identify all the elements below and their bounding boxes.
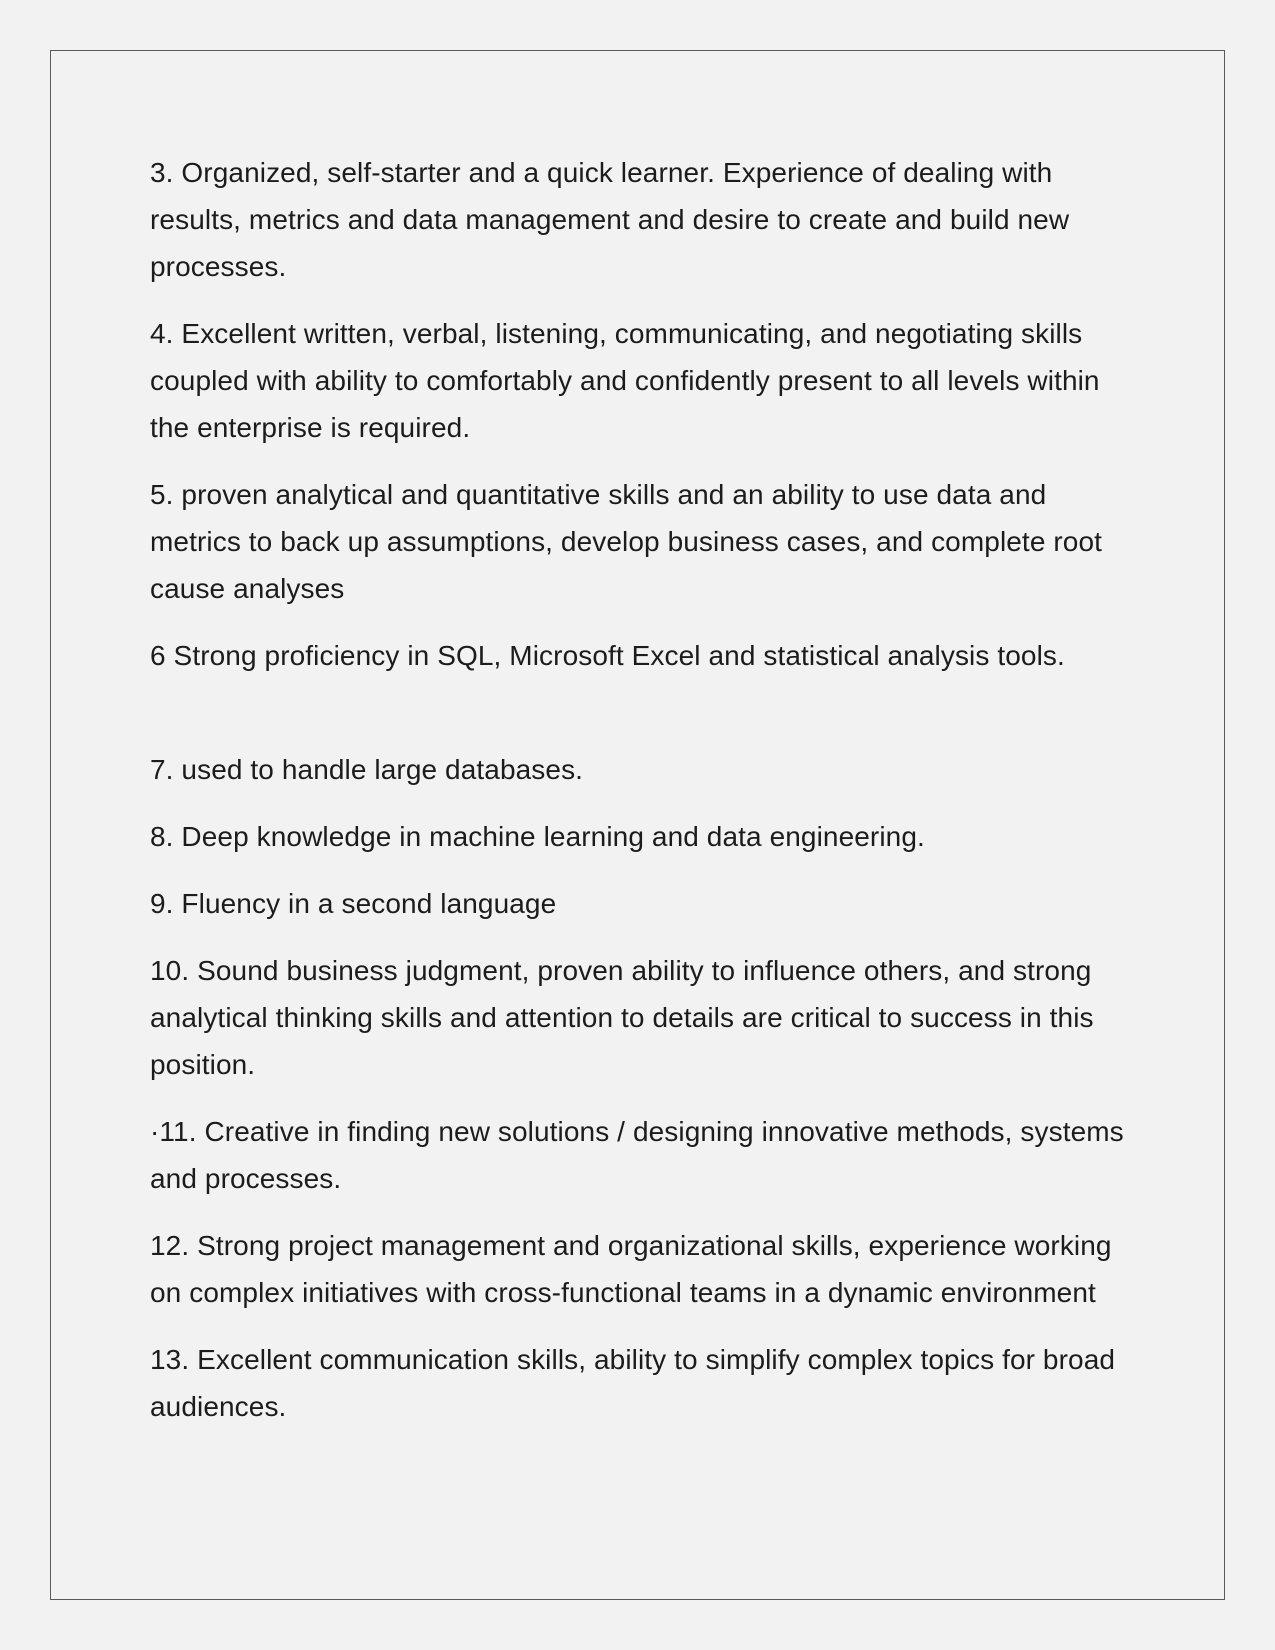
list-item: 4. Excellent written, verbal, listening, communicating, and negotiating skills coupled with ability to comfortably and confidently present to all levels within the enterprise is required.: [150, 318, 1100, 443]
list-item: 3. Organized, self-starter and a quick learner. Experience of dealing with results, metrics and data management and desire to create and build new processes.: [150, 157, 1070, 282]
list-item: 6 Strong proficiency in SQL, Microsoft Excel and statistical analysis tools.: [150, 640, 1065, 671]
list-item: 5. proven analytical and quantitative skills and an ability to use data and metrics to back up assumptions, develop business cases, and complete root cause analyses: [150, 479, 1103, 604]
list-item: 8. Deep knowledge in machine learning and data engineering.: [150, 821, 925, 852]
list-item: ·11. Creative in finding new solutions / designing innovative methods, systems and processes.: [150, 1116, 1124, 1194]
list-item: 9. Fluency in a second language: [150, 888, 557, 919]
requirements-list: [150, 149, 1140, 1450]
list-item: 13. Excellent communication skills, ability to simplify complex topics for broad audiences.: [150, 1344, 1116, 1422]
list-item: 7. used to handle large databases.: [150, 754, 584, 785]
list-item: 10. Sound business judgment, proven ability to influence others, and strong analytical thinking skills and attention to details are critical to success in this position.: [150, 955, 1094, 1080]
list-item: 12. Strong project management and organizational skills, experience working on complex initiatives with cross-functional teams in a dynamic environment: [150, 1230, 1112, 1308]
